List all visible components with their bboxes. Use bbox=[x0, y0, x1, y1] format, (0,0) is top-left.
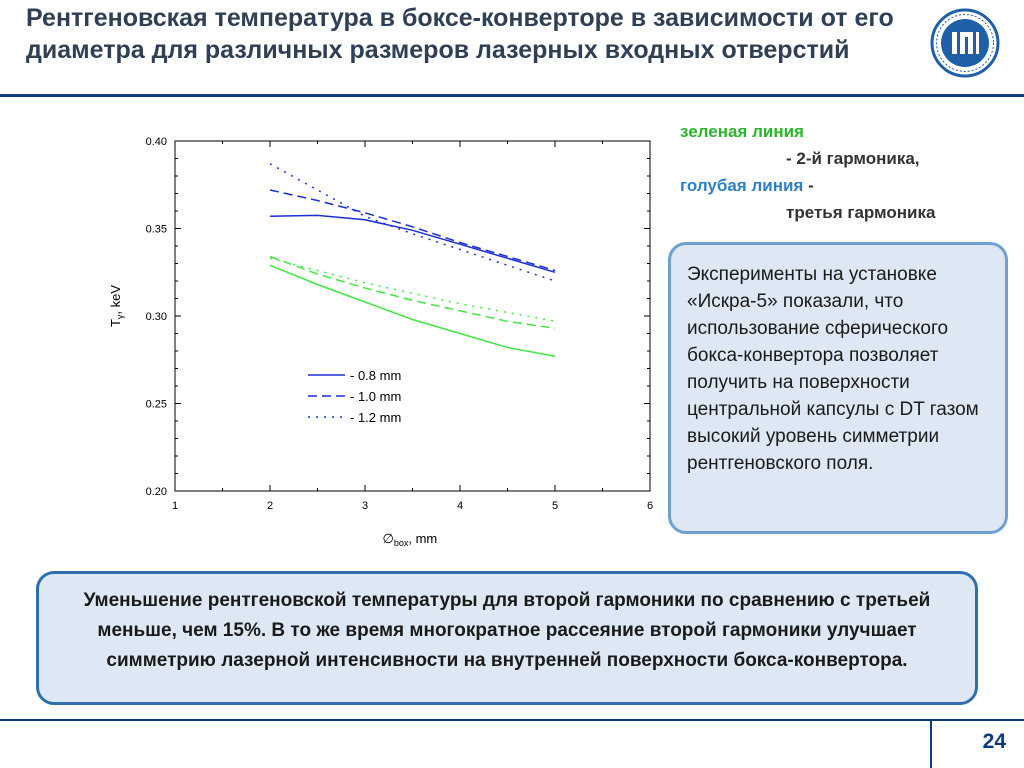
y-tick-label: 0.25 bbox=[145, 398, 167, 411]
x-tick-label: 4 bbox=[456, 500, 464, 512]
x-tick-label: 1 bbox=[171, 500, 179, 512]
y-tick-label: 0.35 bbox=[145, 223, 167, 236]
x-axis-label: $\emptyset_{box}$, mm bbox=[382, 531, 438, 548]
y-axis-label: $T_\gamma$, keV bbox=[108, 284, 125, 328]
page-number: 24 bbox=[982, 730, 1006, 753]
bottom-divider bbox=[0, 719, 1024, 721]
y-tick-label: 0.20 bbox=[145, 486, 167, 498]
legend-label: - 1.2 mm bbox=[350, 410, 402, 425]
summary-text: Уменьшение рентгеновской температуры для второй гармоники по сравнению с третьей меньше, чем 15%. В то же время многократное рассеяние второй гармоники улучшает симметрию лазерной интенсивности на внутренней поверхности бокса-конвертора. bbox=[83, 590, 931, 671]
top-divider bbox=[0, 94, 1024, 97]
summary-box bbox=[36, 571, 978, 705]
experiment-info-text: Эксперименты на установке «Искра-5» показали, что использование сферического бокса-конвертора позволяет получить на поверхности центральной капсулы с DT газом высокий уровень симметрии рентгеновского поля. bbox=[687, 264, 979, 474]
y-tick-label: 0.30 bbox=[145, 311, 167, 323]
second-harmonic-label: - 2-й гармоника, bbox=[786, 149, 920, 168]
legend-label: - 0.8 mm bbox=[350, 368, 402, 383]
y-tick-label: 0.40 bbox=[145, 136, 167, 148]
x-tick-label: 6 bbox=[646, 500, 654, 512]
page-number-divider bbox=[930, 719, 932, 768]
blue-line-label: голубая линия bbox=[680, 176, 804, 195]
x-tick-label: 2 bbox=[266, 500, 274, 512]
x-tick-label: 3 bbox=[361, 500, 369, 512]
plot-frame bbox=[175, 141, 650, 491]
x-tick-label: 5 bbox=[551, 500, 559, 512]
series-line-green-solid bbox=[270, 265, 555, 356]
temperature-chart bbox=[90, 128, 670, 558]
third-harmonic-label: третья гармоника bbox=[786, 203, 936, 222]
series-line-green-dotted bbox=[270, 258, 555, 321]
institute-logo bbox=[930, 8, 1000, 78]
experiment-info-box bbox=[668, 242, 1008, 534]
green-line-label: зеленая линия bbox=[680, 122, 804, 141]
slide-title: Рентгеновская температура в боксе-конверторе в зависимости от его диаметра для различных размеров лазерных входных отверстий bbox=[26, 4, 894, 64]
series-line-blue-dotted bbox=[270, 164, 555, 281]
blue-line-dash: - bbox=[803, 176, 814, 195]
series-line-blue-solid bbox=[270, 215, 555, 272]
legend-label: - 1.0 mm bbox=[350, 389, 402, 404]
